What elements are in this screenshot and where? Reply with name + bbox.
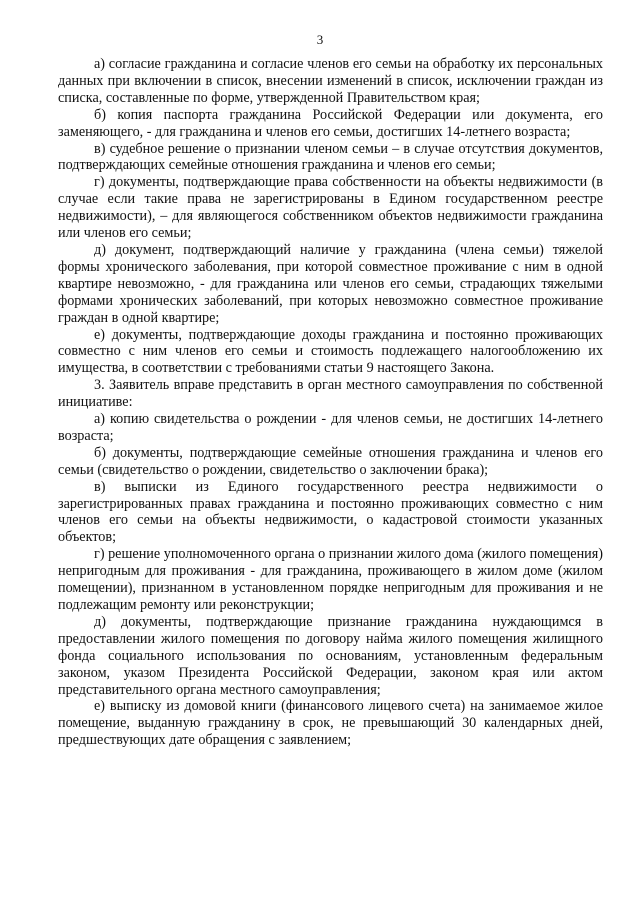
paragraph-3d-need-recognition: д) документы, подтверждающие признание гражданина нуждающимся в предоставлении жилого помещения по договору найма жилого помещения жилищного фонда социального использования по основаниям, установленным федеральным законом, указом Президента Российской Федерации, законом края или актом представительного органа местного самоуправления;: [58, 613, 603, 698]
page-number: 3: [316, 32, 324, 47]
paragraph-3v-registry-extracts: в) выписки из Единого государственного реестра недвижимости о зарегистрированных правах гражданина и постоянно проживающих совместно с ним членов его семьи на объекты недвижимости, о кадастровой стоимости указанных объектов;: [58, 478, 603, 546]
paragraph-3g-unfit-housing: г) решение уполномоченного органа о признании жилого дома (жилого помещения) непригодным для проживания - для гражданина, проживающего в жилом доме (жилом помещении), признанном в установленном порядке непригодным для проживания и не подлежащим ремонту или реконструкции;: [58, 546, 604, 613]
paragraph-2d-illness: д) документ, подтверждающий наличие у гражданина (члена семьи) тяжелой формы хронического заболевания, при которой совместное проживание с ним в одной квартире невозможно, - для гражданина или членов его семьи, страдающих тяжелыми формами хронических заболеваний, при которых невозможно совместное проживание граждан в одной квартире;: [58, 241, 603, 326]
paragraph-2a-consent: а) согласие гражданина и согласие членов его семьи на обработку их персональных данных при включении в список, внесении изменений в список, исключении граждан из списка, составленные по форме, утвержденной Правительством края;: [58, 56, 603, 106]
paragraph-3b-family-relations: б) документы, подтверждающие семейные отношения гражданина и членов его семьи (свидетельство о рождении, свидетельство о заключении брака);: [58, 444, 603, 478]
paragraph-2g-property-rights: г) документы, подтверждающие права собственности на объекты недвижимости (в случае если такие права не зарегистрированы в Едином государственном реестре недвижимости), – для являющегося собственником объектов недвижимости гражданина или членов его семьи;: [58, 174, 603, 242]
paragraph-2v-court-decision: в) судебное решение о признании членом семьи – в случае отсутствия документов, подтверждающих семейные отношения гражданина и членов его семьи;: [58, 140, 603, 174]
paragraph-3e-house-book-extract: е) выписку из домовой книги (финансового лицевого счета) на занимаемое жилое помещение, выданную гражданину в срок, не превышающий 30 календарных дней, предшествующих дате обращения с заявлением;: [58, 698, 603, 749]
document-body: [58, 56, 603, 749]
paragraph-2e-income: е) документы, подтверждающие доходы гражданина и постоянно проживающих совместно с ним членов его семьи и стоимость подлежащего налогообложению их имущества, в соответствии с требованиями статьи 9 настоящего Закона.: [58, 326, 603, 377]
paragraph-3-applicant-right: 3. Заявитель вправе представить в орган местного самоуправления по собственной инициативе:: [58, 377, 603, 411]
paragraph-3a-birth-certificate: а) копию свидетельства о рождении - для членов семьи, не достигших 14-летнего возраста;: [58, 411, 603, 444]
paragraph-2b-passport: б) копия паспорта гражданина Российской Федерации или документа, его заменяющего, - для гражданина и членов его семьи, достигших 14-летнего возраста;: [58, 106, 603, 140]
